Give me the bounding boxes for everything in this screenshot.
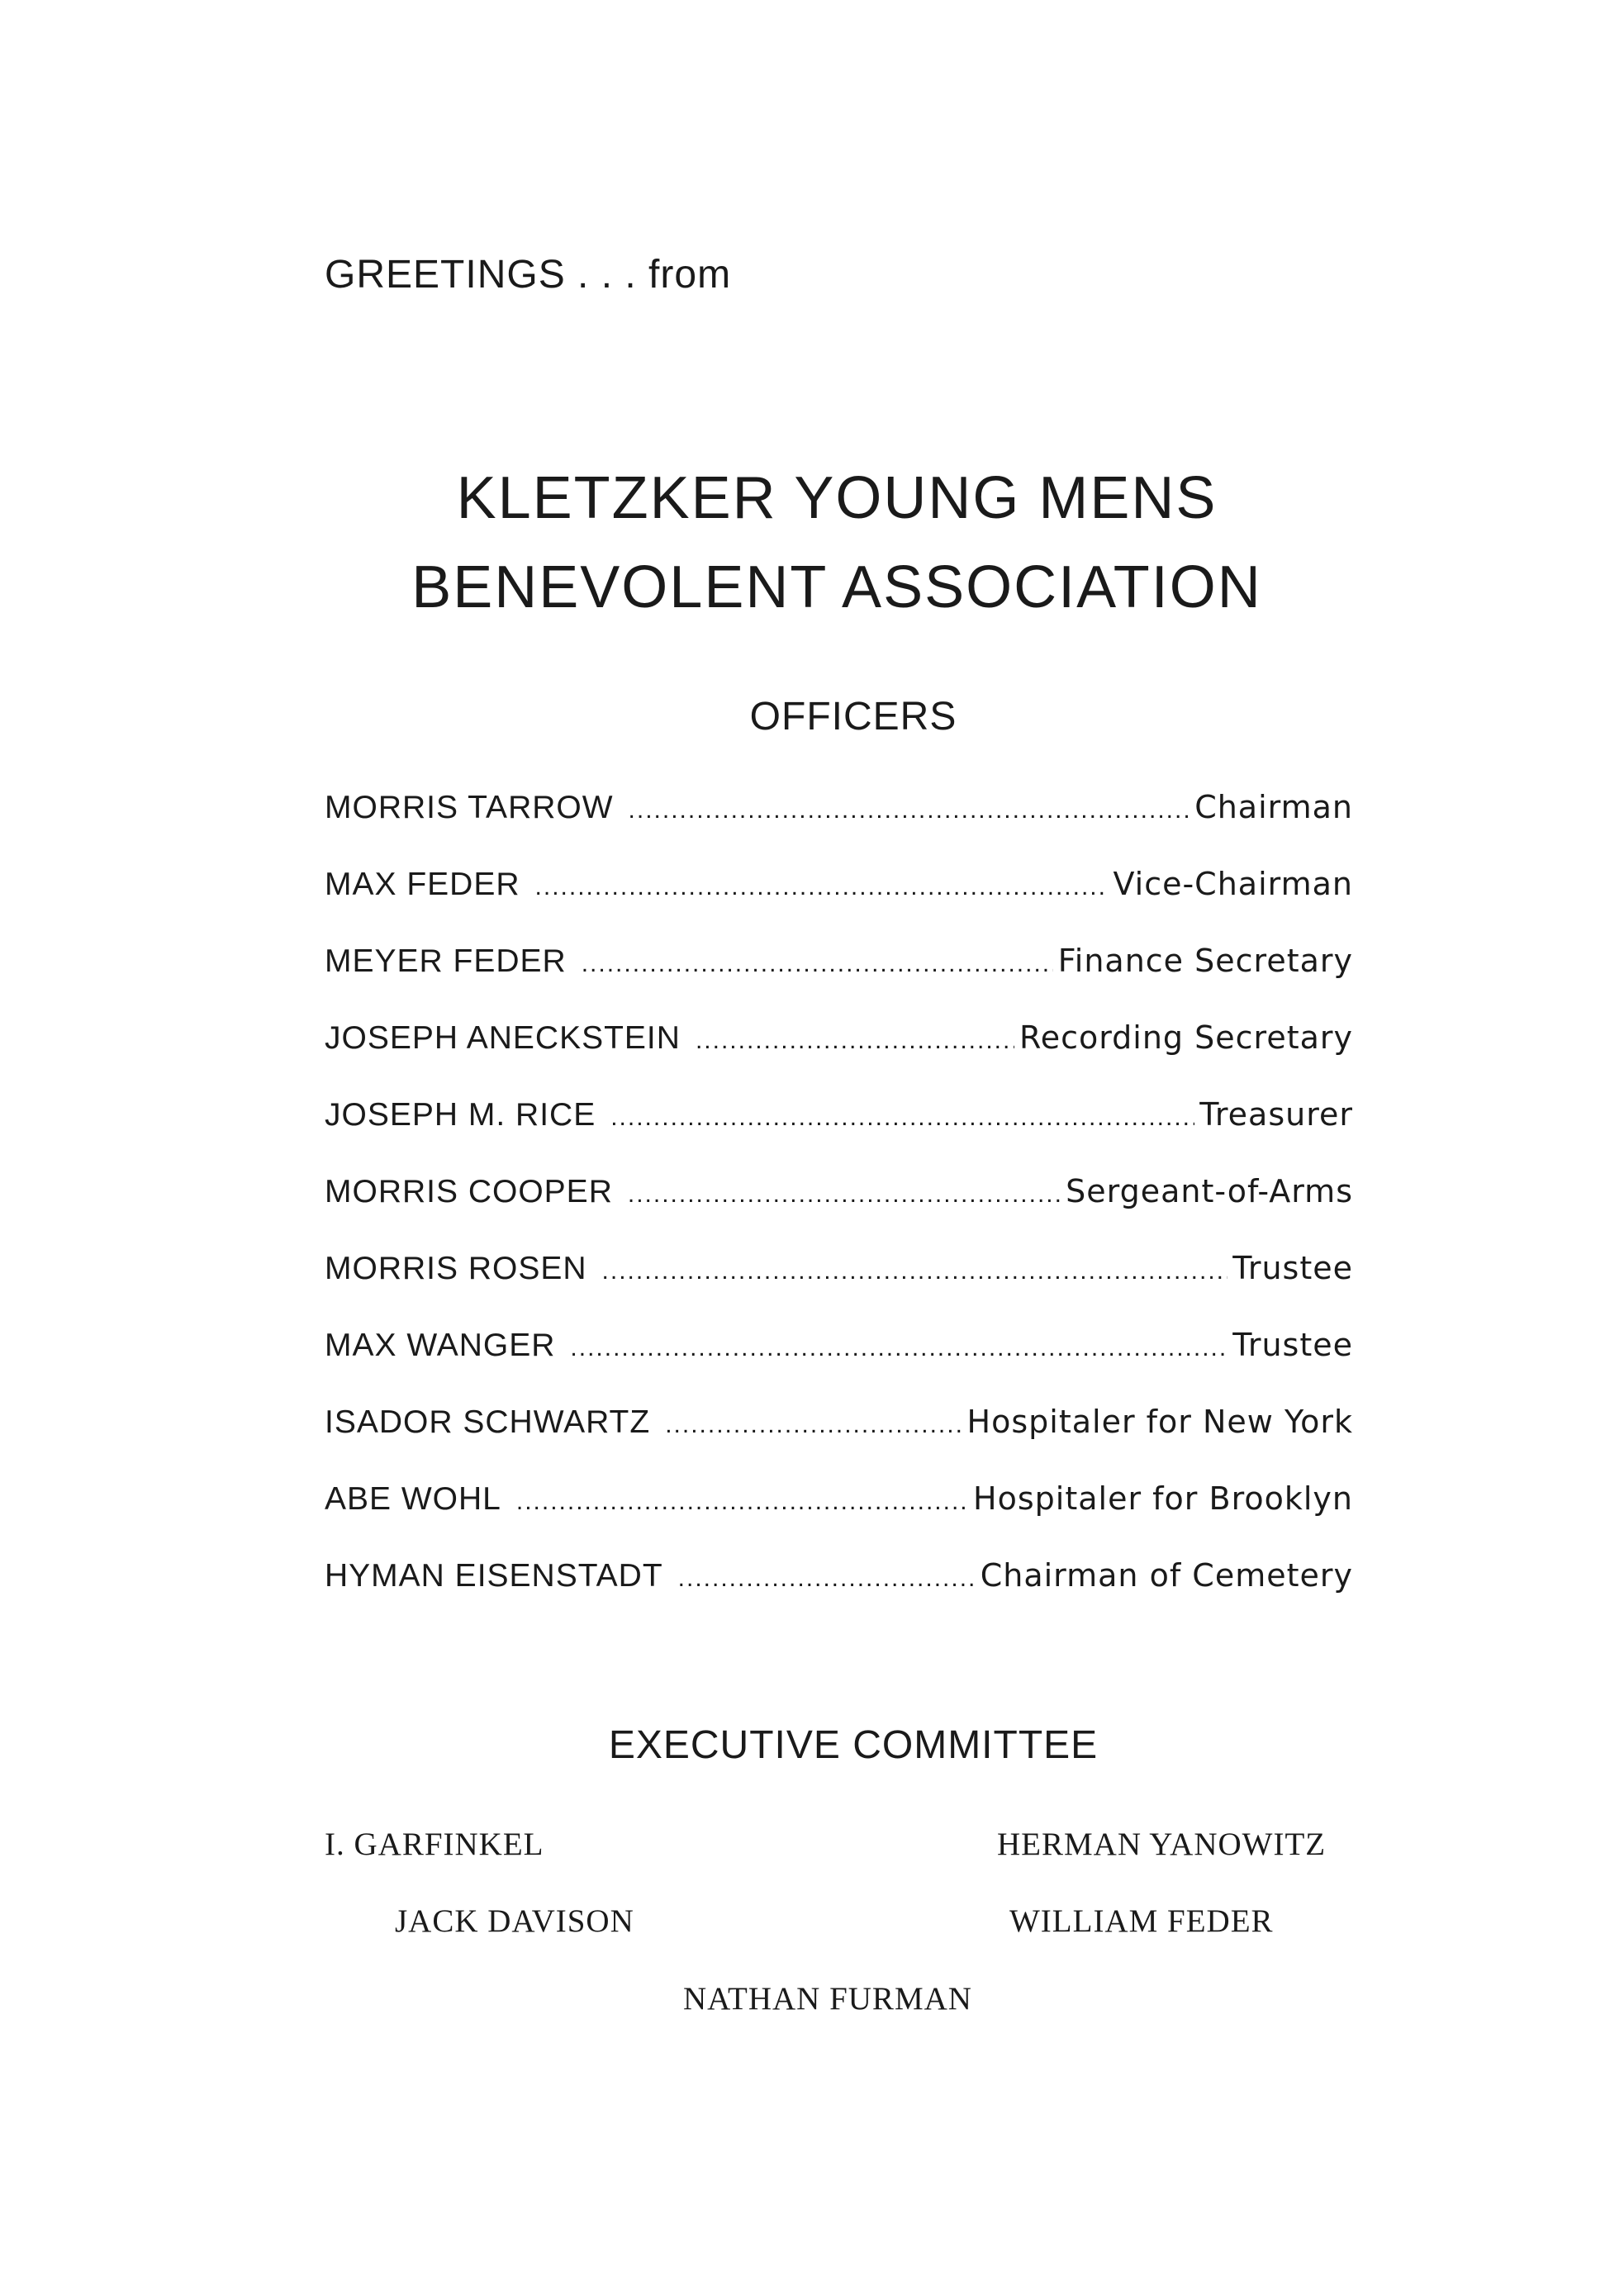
- committee-member: HERMAN YANOWITZ: [997, 1827, 1327, 1862]
- officers-heading: OFFICERS: [749, 695, 957, 739]
- officer-role: Recording Secretary: [1019, 1019, 1353, 1056]
- organization-name-line-1: KLETZKER YOUNG MENS: [456, 465, 1218, 531]
- greeting-line: GREETINGS . . . from: [325, 253, 732, 297]
- officer-name: MORRIS COOPER: [325, 1174, 613, 1209]
- committee-member: WILLIAM FEDER: [1009, 1903, 1274, 1939]
- officer-role: Trustee: [1232, 1250, 1353, 1286]
- officer-name: MAX WANGER: [325, 1328, 556, 1363]
- officer-name: ISADOR SCHWARTZ: [325, 1404, 651, 1440]
- officer-role: Vice-Chairman: [1113, 866, 1353, 902]
- officer-name: HYMAN EISENSTADT: [325, 1558, 663, 1594]
- officer-role: Hospitaler for Brooklyn: [973, 1480, 1353, 1517]
- dot-leader: [516, 1488, 968, 1516]
- committee-member: JACK DAVISON: [395, 1903, 634, 1939]
- officer-row: [325, 1019, 1353, 1096]
- dot-leader: [602, 1257, 1228, 1285]
- officer-row: [325, 1480, 1353, 1557]
- dot-leader: [535, 873, 1109, 901]
- officer-row: [325, 1250, 1353, 1327]
- dot-leader: [628, 1181, 1061, 1209]
- officer-name: MORRIS ROSEN: [325, 1251, 587, 1286]
- committee-member: NATHAN FURMAN: [683, 1981, 972, 2017]
- executive-committee-heading: EXECUTIVE COMMITTEE: [608, 1723, 1099, 1767]
- officer-row: [325, 789, 1353, 866]
- officer-role: Finance Secretary: [1057, 943, 1353, 979]
- officer-role: Sergeant-of-Arms: [1066, 1173, 1353, 1209]
- dot-leader: [629, 796, 1190, 824]
- dot-leader: [696, 1027, 1014, 1055]
- officer-name: JOSEPH M. RICE: [325, 1097, 596, 1133]
- officer-name: JOSEPH ANECKSTEIN: [325, 1020, 681, 1056]
- officer-name: MORRIS TARROW: [325, 790, 614, 825]
- officers-list: [325, 789, 1353, 1634]
- organization-name-line-2: BENEVOLENT ASSOCIATION: [411, 554, 1262, 620]
- officer-role: Hospitaler for New York: [966, 1404, 1353, 1440]
- officer-role: Chairman: [1194, 789, 1353, 825]
- dot-leader: [678, 1565, 976, 1593]
- dot-leader: [570, 1334, 1227, 1362]
- officer-role: Trustee: [1232, 1327, 1353, 1363]
- officer-name: ABE WOHL: [325, 1481, 501, 1517]
- officer-row: [325, 943, 1353, 1019]
- officer-row: [325, 1173, 1353, 1250]
- dot-leader: [610, 1104, 1194, 1132]
- officer-role: Treasurer: [1199, 1096, 1353, 1133]
- officer-name: MAX FEDER: [325, 867, 520, 902]
- officer-role: Chairman of Cemetery: [980, 1557, 1353, 1594]
- committee-member: I. GARFINKEL: [325, 1827, 544, 1862]
- officer-row: [325, 866, 1353, 943]
- officer-row: [325, 1096, 1353, 1173]
- dot-leader: [582, 950, 1053, 978]
- officer-row: [325, 1327, 1353, 1404]
- dot-leader: [665, 1411, 962, 1439]
- officer-row: [325, 1404, 1353, 1480]
- officer-name: MEYER FEDER: [325, 943, 567, 979]
- officer-row: [325, 1557, 1353, 1634]
